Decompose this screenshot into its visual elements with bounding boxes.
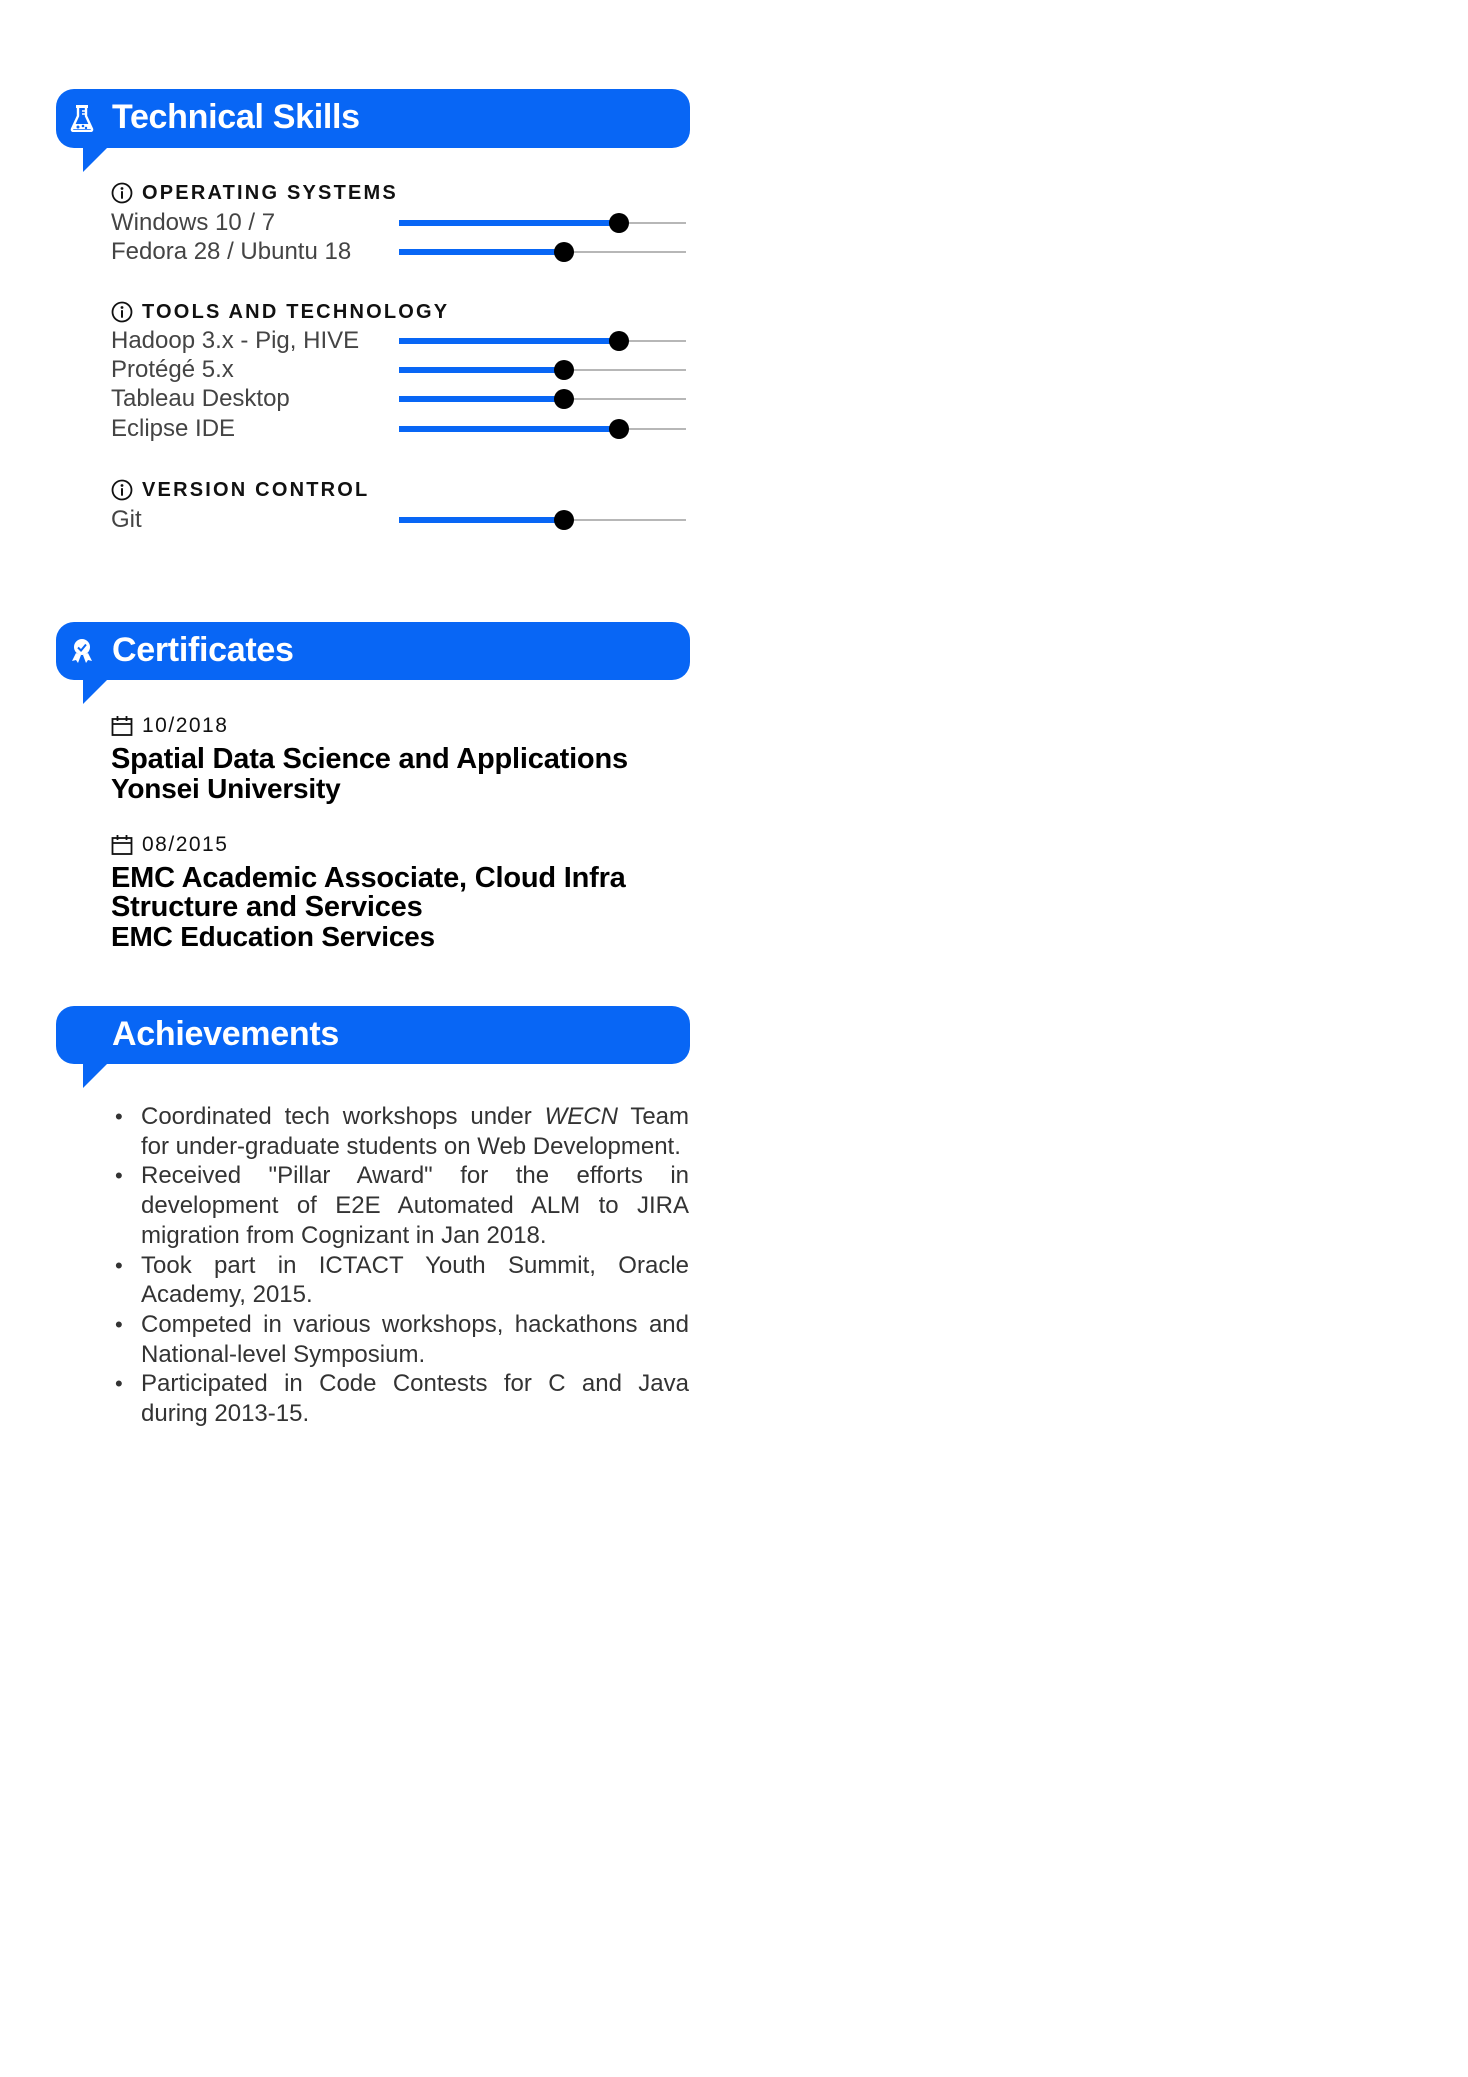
section-title: Technical Skills (112, 98, 360, 136)
skill-level-slider[interactable] (399, 389, 686, 409)
info-icon (111, 301, 133, 323)
achievements-list (111, 1102, 689, 1429)
skill-name: Git (111, 506, 142, 533)
bullet-icon: • (115, 1311, 123, 1337)
certificate-entry (111, 832, 691, 951)
slider-knob[interactable] (554, 242, 574, 262)
section-title: Achievements (112, 1015, 339, 1053)
skill-name: Windows 10 / 7 (111, 209, 276, 236)
award-icon (70, 637, 94, 665)
bullet-icon: • (115, 1371, 123, 1397)
flask-icon (70, 104, 94, 132)
header-tail (83, 1064, 107, 1088)
skill-level-slider[interactable] (399, 419, 686, 439)
skill-row (111, 237, 691, 267)
skill-level-slider[interactable] (399, 331, 686, 351)
certificate-issuer: Yonsei University (111, 773, 341, 804)
skill-row (111, 384, 691, 414)
technical-skills-header (56, 89, 690, 148)
skill-row (111, 355, 691, 385)
achievements-header (56, 1006, 690, 1064)
certificate-title: Spatial Data Science and Applications (111, 743, 628, 775)
achievement-item: • Took part in ICTACT Youth Summit, Oracle Academy, 2015. (115, 1251, 689, 1309)
skill-group-heading: VERSION CONTROL (111, 478, 369, 502)
skill-row (111, 414, 691, 444)
achievement-item: • Participated in Code Contests for C and Java during 2013-15. (115, 1370, 689, 1428)
header-tail (83, 148, 107, 172)
slider-fill (399, 396, 564, 402)
slider-knob[interactable] (554, 510, 574, 530)
slider-knob[interactable] (554, 360, 574, 380)
certificates-header (56, 622, 690, 680)
slider-knob[interactable] (609, 419, 629, 439)
slider-fill (399, 367, 564, 373)
bullet-icon: • (115, 1163, 123, 1189)
certificate-title: EMC Academic Associate, Cloud Infra Structure and Services (111, 862, 626, 923)
achievement-item: • Competed in various workshops, hackathons and National-level Symposium. (115, 1310, 689, 1368)
achievement-item: • Received "Pillar Award" for the efforts in development of E2E Automated ALM to JIRA migration from Cognizant in Jan 2018. (115, 1162, 689, 1249)
info-icon (111, 182, 133, 204)
slider-fill (399, 517, 564, 523)
skill-group-heading: OPERATING SYSTEMS (111, 181, 398, 205)
slider-fill (399, 220, 619, 226)
slider-knob[interactable] (609, 331, 629, 351)
skill-name: Hadoop 3.x - Pig, HIVE (111, 327, 360, 354)
skill-name: Eclipse IDE (111, 415, 236, 442)
slider-fill (399, 338, 619, 344)
skill-row (111, 505, 691, 535)
bullet-icon: • (115, 1252, 123, 1278)
slider-knob[interactable] (554, 389, 574, 409)
skill-level-slider[interactable] (399, 213, 686, 233)
bullet-icon: • (115, 1104, 123, 1129)
skill-level-slider[interactable] (399, 510, 686, 530)
skill-level-slider[interactable] (399, 242, 686, 262)
info-icon (111, 479, 133, 501)
certificate-date: 08/2015 (142, 833, 229, 856)
calendar-icon (111, 715, 133, 737)
skill-row (111, 326, 691, 356)
certificate-date: 10/2018 (142, 714, 229, 737)
certificate-issuer: EMC Education Services (111, 921, 435, 952)
achievement-item: • Coordinated tech workshops under WECN Team for under-graduate students on Web Development. (115, 1103, 689, 1160)
slider-knob[interactable] (609, 213, 629, 233)
slider-fill (399, 249, 564, 255)
skill-name: Protégé 5.x (111, 356, 234, 383)
section-title: Certificates (112, 631, 294, 669)
skill-row (111, 208, 691, 238)
slider-fill (399, 426, 619, 432)
skill-group-heading: TOOLS AND TECHNOLOGY (111, 300, 449, 324)
calendar-icon (111, 834, 133, 856)
skill-level-slider[interactable] (399, 360, 686, 380)
header-tail (83, 680, 107, 704)
skill-name: Tableau Desktop (111, 385, 290, 412)
skill-name: Fedora 28 / Ubuntu 18 (111, 238, 352, 265)
certificate-entry (111, 713, 691, 803)
